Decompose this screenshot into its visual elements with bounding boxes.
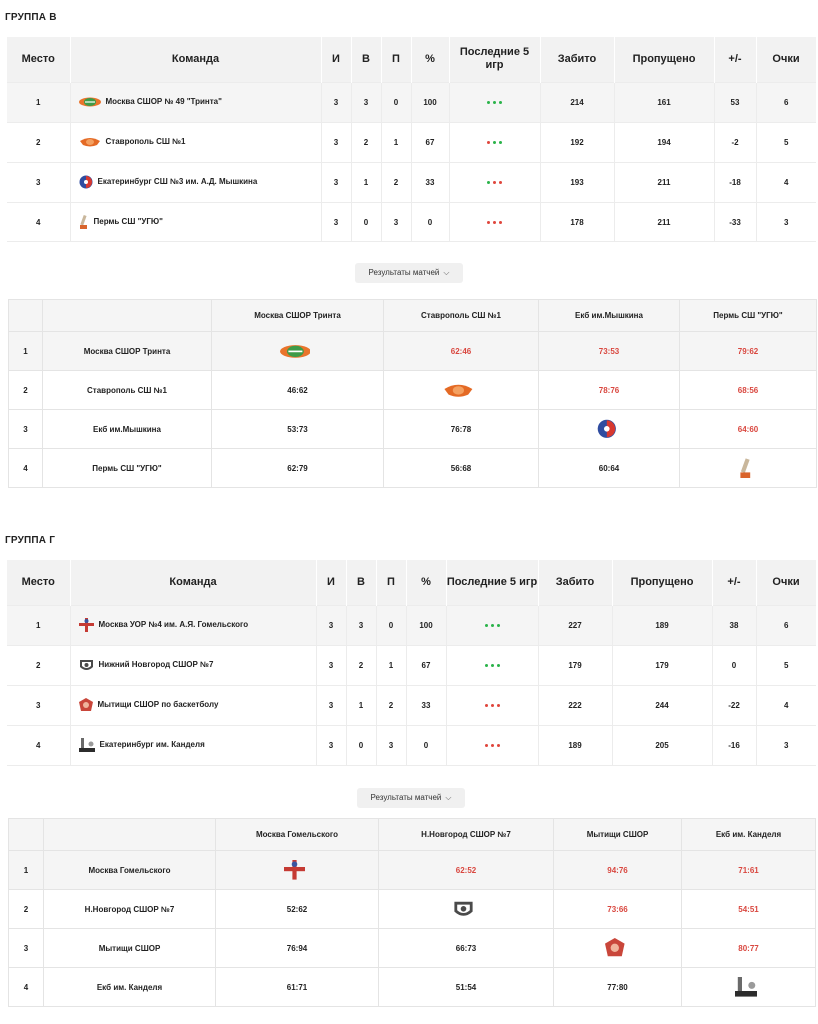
col-losses[interactable]: П (381, 37, 411, 82)
col-scored[interactable]: Забито (540, 37, 614, 82)
diff-cell: -2 (714, 122, 756, 162)
place-cell: 3 (7, 685, 70, 725)
matrix-team-cell: Москва Гомельского (44, 851, 216, 890)
team-cell (70, 725, 316, 765)
pct-cell: 33 (406, 685, 446, 725)
pct-cell: 100 (411, 82, 449, 122)
losses-cell: 2 (381, 162, 411, 202)
col-team[interactable]: Команда (70, 560, 316, 605)
matrix-place-cell: 2 (9, 371, 43, 410)
matrix-score-cell[interactable]: 71:61 (682, 851, 816, 890)
table-row[interactable] (7, 645, 816, 685)
matrix-self-cell (384, 371, 539, 410)
place-cell: 3 (7, 162, 70, 202)
matrix-self-cell (212, 332, 384, 371)
matrix-score-cell[interactable]: 60:64 (539, 449, 680, 488)
stavropol-logo-icon (79, 136, 101, 148)
win-dot-icon (499, 101, 502, 104)
points-cell: 3 (756, 725, 816, 765)
matrix-score-cell[interactable]: 77:80 (554, 968, 682, 1007)
matrix-score-cell[interactable]: 94:76 (554, 851, 682, 890)
col-scored[interactable]: Забито (538, 560, 612, 605)
col-wins[interactable]: В (351, 37, 381, 82)
team-cell (70, 202, 321, 242)
diff-cell: 53 (714, 82, 756, 122)
matrix-place-cell: 1 (9, 851, 44, 890)
matrix-score-cell[interactable]: 56:68 (384, 449, 539, 488)
win-dot-icon (485, 624, 488, 627)
last5-cell (449, 82, 540, 122)
conceded-cell: 161 (614, 82, 714, 122)
loss-dot-icon (485, 704, 488, 707)
matrix-score-cell[interactable]: 62:52 (379, 851, 554, 890)
last5-cell (449, 122, 540, 162)
standings-table (7, 560, 817, 765)
matrix-score-cell[interactable]: 66:73 (379, 929, 554, 968)
wins-cell: 3 (351, 82, 381, 122)
wins-cell: 1 (346, 685, 376, 725)
group-b-section (0, 0, 818, 500)
matrix-team-cell: Екб им. Канделя (44, 968, 216, 1007)
trinta-logo-icon (280, 343, 311, 360)
matrix-self-cell (539, 410, 680, 449)
last5-cell (449, 162, 540, 202)
games-cell: 3 (316, 645, 346, 685)
team-name[interactable]: Ставрополь СШ №1 (105, 137, 186, 147)
myshkin-logo-icon (79, 175, 93, 189)
losses-cell: 1 (381, 122, 411, 162)
scored-cell: 222 (538, 685, 612, 725)
conceded-cell: 244 (612, 685, 712, 725)
matrix-col-header: Екб им.Мышкина (539, 300, 680, 332)
place-cell: 1 (7, 82, 70, 122)
place-cell: 2 (7, 645, 70, 685)
pct-cell: 0 (411, 202, 449, 242)
matrix-score-cell[interactable]: 76:94 (216, 929, 379, 968)
matrix-score-cell[interactable]: 64:60 (680, 410, 817, 449)
matrix-score-cell[interactable]: 46:62 (212, 371, 384, 410)
col-pct[interactable]: % (406, 560, 446, 605)
place-cell: 4 (7, 725, 70, 765)
matrix-self-cell (680, 449, 817, 488)
results-bar (7, 241, 816, 300)
wins-cell: 1 (351, 162, 381, 202)
matrix-score-cell[interactable]: 61:71 (216, 968, 379, 1007)
matrix-score-cell[interactable]: 80:77 (682, 929, 816, 968)
place-cell: 2 (7, 122, 70, 162)
col-place[interactable]: Место (7, 37, 70, 82)
standings-table (7, 37, 817, 242)
matrix-self-cell (379, 890, 554, 929)
matrix-corner (44, 819, 216, 851)
points-cell: 6 (756, 605, 816, 645)
matrix-col-header: Н.Новгород СШОР №7 (379, 819, 554, 851)
games-cell: 3 (321, 202, 351, 242)
matrix-corner (43, 300, 212, 332)
matrix-row (9, 851, 816, 890)
losses-cell: 3 (381, 202, 411, 242)
matrix-team-cell: Н.Новгород СШОР №7 (44, 890, 216, 929)
col-wins[interactable]: В (346, 560, 376, 605)
loss-dot-icon (499, 181, 502, 184)
loss-dot-icon (499, 221, 502, 224)
wins-cell: 0 (346, 725, 376, 765)
win-dot-icon (485, 664, 488, 667)
matrix-place-cell: 1 (9, 332, 43, 371)
col-last5[interactable]: Последние 5 игр (449, 37, 540, 82)
results-matrix (8, 299, 817, 488)
wins-cell: 3 (346, 605, 376, 645)
conceded-cell: 179 (612, 645, 712, 685)
stavropol-logo-icon (443, 382, 474, 399)
matrix-score-cell[interactable]: 73:53 (539, 332, 680, 371)
matrix-team-cell: Мытищи СШОР (44, 929, 216, 968)
team-cell (70, 82, 321, 122)
matrix-row (9, 929, 816, 968)
matrix-place-cell: 3 (9, 929, 44, 968)
diff-cell: 38 (712, 605, 756, 645)
matrix-score-cell[interactable]: 53:73 (212, 410, 384, 449)
team-name[interactable]: Екатеринбург им. Канделя (99, 740, 205, 750)
win-dot-icon (491, 624, 494, 627)
conceded-cell: 211 (614, 162, 714, 202)
last5-cell (446, 645, 538, 685)
conceded-cell: 189 (612, 605, 712, 645)
matrix-team-cell: Екб им.Мышкина (43, 410, 212, 449)
losses-cell: 1 (376, 645, 406, 685)
losses-cell: 0 (376, 605, 406, 645)
scored-cell: 193 (540, 162, 614, 202)
col-games[interactable]: И (321, 37, 351, 82)
wins-cell: 2 (351, 122, 381, 162)
chevron-down-icon: ⌵ (445, 793, 452, 802)
col-losses[interactable]: П (376, 560, 406, 605)
win-dot-icon (487, 101, 490, 104)
pct-cell: 67 (411, 122, 449, 162)
gomelsky-logo-icon (79, 618, 94, 632)
win-dot-icon (493, 101, 496, 104)
matrix-corner (9, 300, 43, 332)
points-cell: 3 (756, 202, 816, 242)
kandel-logo-icon (79, 738, 95, 752)
matrix-place-cell: 2 (9, 890, 44, 929)
results-bar (7, 765, 816, 824)
matrix-col-header: Ставрополь СШ №1 (384, 300, 539, 332)
win-dot-icon (491, 664, 494, 667)
matrix-row (9, 410, 817, 449)
col-diff[interactable]: +/- (712, 560, 756, 605)
matrix-row (9, 890, 816, 929)
loss-dot-icon (491, 704, 494, 707)
gomelsky-logo-icon (284, 860, 305, 880)
conceded-cell: 211 (614, 202, 714, 242)
wins-cell: 0 (351, 202, 381, 242)
table-row[interactable] (7, 162, 816, 202)
pct-cell: 100 (406, 605, 446, 645)
col-games[interactable]: И (316, 560, 346, 605)
matrix-col-header: Москва СШОР Тринта (212, 300, 384, 332)
scored-cell: 214 (540, 82, 614, 122)
table-row[interactable] (7, 82, 816, 122)
games-cell: 3 (321, 82, 351, 122)
match-results-label: Результаты матчей (368, 268, 440, 277)
points-cell: 4 (756, 685, 816, 725)
nnovgorod-logo-icon (79, 658, 94, 672)
last5-cell (446, 605, 538, 645)
win-dot-icon (493, 141, 496, 144)
team-name[interactable]: Москва СШОР № 49 "Тринта" (105, 97, 222, 107)
scored-cell: 189 (538, 725, 612, 765)
points-cell: 5 (756, 645, 816, 685)
matrix-score-cell[interactable]: 54:51 (682, 890, 816, 929)
loss-dot-icon (491, 744, 494, 747)
scored-cell: 227 (538, 605, 612, 645)
table-row[interactable] (7, 685, 816, 725)
table-row[interactable] (7, 122, 816, 162)
diff-cell: -22 (712, 685, 756, 725)
win-dot-icon (487, 181, 490, 184)
scored-cell: 178 (540, 202, 614, 242)
loss-dot-icon (485, 744, 488, 747)
matrix-self-cell (554, 929, 682, 968)
team-cell (70, 645, 316, 685)
matrix-team-cell: Москва СШОР Тринта (43, 332, 212, 371)
games-cell: 3 (316, 685, 346, 725)
matrix-score-cell[interactable]: 52:62 (216, 890, 379, 929)
matrix-self-cell (216, 851, 379, 890)
col-conceded[interactable]: Пропущено (614, 37, 714, 82)
col-points[interactable]: Очки (756, 37, 816, 82)
scored-cell: 192 (540, 122, 614, 162)
conceded-cell: 194 (614, 122, 714, 162)
matrix-place-cell: 4 (9, 968, 44, 1007)
results-matrix (8, 818, 816, 1007)
matrix-team-cell: Ставрополь СШ №1 (43, 371, 212, 410)
team-cell (70, 605, 316, 645)
win-dot-icon (497, 624, 500, 627)
match-results-button[interactable] (355, 263, 463, 283)
matrix-score-cell[interactable]: 79:62 (680, 332, 817, 371)
matrix-col-header: Москва Гомельского (216, 819, 379, 851)
matrix-score-cell[interactable]: 73:66 (554, 890, 682, 929)
team-cell (70, 685, 316, 725)
matrix-row (9, 968, 816, 1007)
mytishchi-logo-icon (79, 698, 93, 712)
loss-dot-icon (487, 221, 490, 224)
losses-cell: 3 (376, 725, 406, 765)
group-title: ГРУППА Г (5, 535, 56, 546)
matrix-score-cell[interactable]: 68:56 (680, 371, 817, 410)
diff-cell: -18 (714, 162, 756, 202)
col-place[interactable]: Место (7, 560, 70, 605)
scored-cell: 179 (538, 645, 612, 685)
table-row[interactable] (7, 725, 816, 765)
matrix-score-cell[interactable]: 51:54 (379, 968, 554, 1007)
col-diff[interactable]: +/- (714, 37, 756, 82)
matrix-col-header: Мытищи СШОР (554, 819, 682, 851)
col-team[interactable]: Команда (70, 37, 321, 82)
loss-dot-icon (497, 704, 500, 707)
matrix-team-cell: Пермь СШ "УГЮ" (43, 449, 212, 488)
diff-cell: 0 (712, 645, 756, 685)
matrix-row (9, 332, 817, 371)
matrix-score-cell[interactable]: 62:46 (384, 332, 539, 371)
team-name[interactable]: Москва УОР №4 им. А.Я. Гомельского (98, 620, 249, 630)
conceded-cell: 205 (612, 725, 712, 765)
losses-cell: 0 (381, 82, 411, 122)
win-dot-icon (497, 664, 500, 667)
team-name[interactable]: Мытищи СШОР по баскетболу (97, 700, 219, 710)
place-cell: 4 (7, 202, 70, 242)
team-cell (70, 122, 321, 162)
points-cell: 5 (756, 122, 816, 162)
col-last5[interactable]: Последние 5 игр (446, 560, 538, 605)
pct-cell: 0 (406, 725, 446, 765)
col-conceded[interactable]: Пропущено (612, 560, 712, 605)
chevron-down-icon: ⌵ (443, 268, 450, 277)
last5-cell (446, 685, 538, 725)
last5-cell (449, 202, 540, 242)
group-g-section (0, 523, 818, 1023)
matrix-place-cell: 3 (9, 410, 43, 449)
matrix-col-header: Пермь СШ "УГЮ" (680, 300, 817, 332)
myshkin-logo-icon (597, 419, 617, 439)
team-name[interactable]: Нижний Новгород СШОР №7 (98, 660, 214, 670)
matrix-row (9, 371, 817, 410)
col-points[interactable]: Очки (756, 560, 816, 605)
group-title: ГРУППА В (5, 12, 57, 23)
mytishchi-logo-icon (605, 938, 625, 958)
win-dot-icon (499, 141, 502, 144)
wins-cell: 2 (346, 645, 376, 685)
table-row[interactable] (7, 605, 816, 645)
team-name[interactable]: Екатеринбург СШ №3 им. А.Д. Мышкина (97, 177, 258, 187)
points-cell: 4 (756, 162, 816, 202)
last5-cell (446, 725, 538, 765)
games-cell: 3 (321, 162, 351, 202)
matrix-place-cell: 4 (9, 449, 43, 488)
perm-logo-icon (79, 214, 89, 230)
diff-cell: -33 (714, 202, 756, 242)
nnovgorod-logo-icon (453, 899, 474, 919)
table-row[interactable] (7, 202, 816, 242)
loss-dot-icon (493, 221, 496, 224)
loss-dot-icon (497, 744, 500, 747)
points-cell: 6 (756, 82, 816, 122)
games-cell: 3 (321, 122, 351, 162)
matrix-corner (9, 819, 44, 851)
pct-cell: 33 (411, 162, 449, 202)
team-cell (70, 162, 321, 202)
games-cell: 3 (316, 605, 346, 645)
games-cell: 3 (316, 725, 346, 765)
matrix-score-cell[interactable]: 78:76 (539, 371, 680, 410)
matrix-score-cell[interactable]: 76:78 (384, 410, 539, 449)
match-results-button[interactable] (357, 788, 465, 808)
matrix-row (9, 449, 817, 488)
losses-cell: 2 (376, 685, 406, 725)
match-results-label: Результаты матчей (370, 793, 442, 802)
team-name[interactable]: Пермь СШ "УГЮ" (93, 217, 163, 227)
kandel-logo-icon (735, 977, 757, 997)
matrix-col-header: Екб им. Канделя (682, 819, 816, 851)
loss-dot-icon (493, 181, 496, 184)
matrix-score-cell[interactable]: 62:79 (212, 449, 384, 488)
matrix-self-cell (682, 968, 816, 1007)
col-pct[interactable]: % (411, 37, 449, 82)
loss-dot-icon (487, 141, 490, 144)
place-cell: 1 (7, 605, 70, 645)
diff-cell: -16 (712, 725, 756, 765)
pct-cell: 67 (406, 645, 446, 685)
perm-logo-icon (739, 457, 753, 479)
trinta-logo-icon (79, 96, 101, 108)
